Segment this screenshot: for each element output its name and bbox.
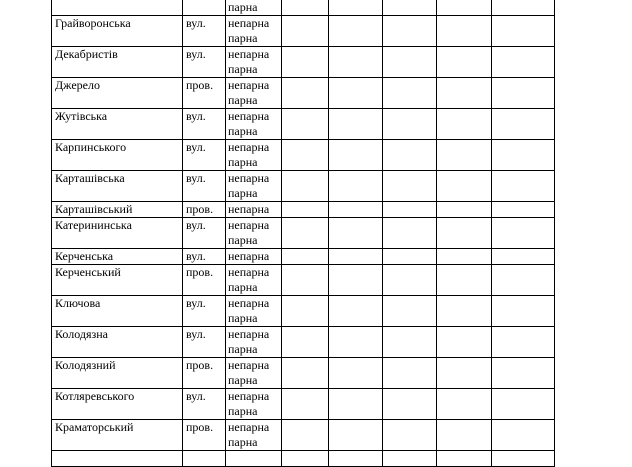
parity-label: парна xyxy=(228,435,258,449)
street-type-cell: пров. xyxy=(183,265,226,296)
empty-cell-2 xyxy=(329,218,383,249)
street-type-cell: вул. xyxy=(183,109,226,140)
street-type-cell: пров. xyxy=(183,202,226,218)
empty-cell-2 xyxy=(329,171,383,202)
empty-cell-2 xyxy=(329,78,383,109)
parity-label: непарна xyxy=(228,420,270,434)
parity-cell xyxy=(226,140,282,171)
empty-cell-2 xyxy=(329,47,383,78)
parity-cell xyxy=(226,327,282,358)
empty-cell-4 xyxy=(437,47,492,78)
empty-cell-1 xyxy=(282,420,329,451)
parity-label: непарна xyxy=(228,202,270,216)
street-name-cell: Декабристів xyxy=(52,47,183,78)
parity-label: непарна xyxy=(228,389,270,403)
empty-cell-2 xyxy=(329,420,383,451)
street-name-cell: Керченський xyxy=(52,265,183,296)
table-row xyxy=(52,249,555,265)
empty-cell-5 xyxy=(492,218,555,249)
empty-cell-1 xyxy=(282,78,329,109)
empty-cell-5 xyxy=(492,358,555,389)
parity-label: непарна xyxy=(228,47,270,61)
empty-cell-3 xyxy=(383,327,437,358)
empty-cell-2 xyxy=(329,327,383,358)
empty-cell-4 xyxy=(437,171,492,202)
parity-label: непарна xyxy=(228,327,270,341)
table-row xyxy=(52,171,555,202)
parity-cell xyxy=(226,16,282,47)
empty-cell-3 xyxy=(383,420,437,451)
street-type-cell: вул. xyxy=(183,327,226,358)
empty-cell-5 xyxy=(492,389,555,420)
empty-cell-1 xyxy=(282,109,329,140)
street-type-cell: вул. xyxy=(183,171,226,202)
table-row xyxy=(52,327,555,358)
empty-cell-3 xyxy=(383,358,437,389)
empty-cell-4 xyxy=(437,420,492,451)
empty-cell-2 xyxy=(329,202,383,218)
empty-cell-2 xyxy=(329,389,383,420)
parity-cell xyxy=(226,78,282,109)
empty-cell-1 xyxy=(282,358,329,389)
street-type-cell: вул. xyxy=(183,218,226,249)
empty-cell-4 xyxy=(437,109,492,140)
table-row xyxy=(52,78,555,109)
street-name-cell: Керченська xyxy=(52,249,183,265)
empty-cell-3 xyxy=(383,16,437,47)
street-type-cell xyxy=(183,0,226,16)
empty-cell-5 xyxy=(492,140,555,171)
empty-cell-3 xyxy=(383,78,437,109)
street-name-cell xyxy=(52,0,183,16)
empty-cell-1 xyxy=(282,265,329,296)
street-type-cell: пров. xyxy=(183,420,226,451)
parity-label: непарна xyxy=(228,358,270,372)
empty-cell-3 xyxy=(383,296,437,327)
street-type-cell: вул. xyxy=(183,296,226,327)
table-row xyxy=(52,265,555,296)
parity-cell xyxy=(226,296,282,327)
empty-cell-2 xyxy=(329,358,383,389)
table-row xyxy=(52,109,555,140)
table-row xyxy=(52,47,555,78)
street-type-cell: вул. xyxy=(183,389,226,420)
street-type-cell: вул. xyxy=(183,140,226,171)
parity-label: непарна xyxy=(228,296,270,310)
parity-cell xyxy=(226,47,282,78)
empty-cell-3 xyxy=(383,249,437,265)
empty-cell-4 xyxy=(437,358,492,389)
empty-cell-2 xyxy=(329,16,383,47)
empty-cell-3 xyxy=(383,109,437,140)
street-name-cell: Карпинського xyxy=(52,140,183,171)
table-row xyxy=(52,218,555,249)
empty-cell-2 xyxy=(329,109,383,140)
parity-label: непарна xyxy=(228,171,270,185)
empty-cell-4 xyxy=(437,249,492,265)
parity-label: парна xyxy=(228,311,258,325)
empty-cell-4 xyxy=(437,202,492,218)
empty-cell-4 xyxy=(437,296,492,327)
street-name-cell: Колодязний xyxy=(52,358,183,389)
parity-cell xyxy=(226,420,282,451)
parity-label: парна xyxy=(228,93,258,107)
empty-cell-5 xyxy=(492,0,555,16)
parity-label: непарна xyxy=(228,78,270,92)
empty-cell-3 xyxy=(383,171,437,202)
empty-cell-5 xyxy=(492,109,555,140)
table-row xyxy=(52,296,555,327)
street-name-cell: Джерело xyxy=(52,78,183,109)
table-row xyxy=(52,202,555,218)
street-type-cell: вул. xyxy=(183,47,226,78)
empty-cell-3 xyxy=(383,47,437,78)
empty-cell-2 xyxy=(329,0,383,16)
table-row xyxy=(52,140,555,171)
empty-cell-4 xyxy=(437,16,492,47)
empty-cell-3 xyxy=(383,140,437,171)
table-row xyxy=(52,0,555,16)
parity-cell xyxy=(226,171,282,202)
street-type-cell: вул. xyxy=(183,16,226,47)
street-name-cell: Ключова xyxy=(52,296,183,327)
parity-label: парна xyxy=(228,31,258,45)
empty-cell-1 xyxy=(282,171,329,202)
parity-label: непарна xyxy=(228,109,270,123)
empty-cell-1 xyxy=(282,296,329,327)
empty-cell-5 xyxy=(492,265,555,296)
parity-label: непарна xyxy=(228,249,270,263)
parity-label: непарна xyxy=(228,140,270,154)
parity-label: парна xyxy=(228,155,258,169)
empty-cell-3 xyxy=(383,389,437,420)
empty-cell-5 xyxy=(492,171,555,202)
street-name-cell: Карташівський xyxy=(52,202,183,218)
empty-cell-1 xyxy=(282,47,329,78)
parity-cell xyxy=(226,265,282,296)
table-row xyxy=(52,389,555,420)
parity-cell xyxy=(226,109,282,140)
parity-label: парна xyxy=(228,404,258,418)
parity-label: парна xyxy=(228,124,258,138)
parity-label: парна xyxy=(228,62,258,76)
streets-table xyxy=(51,0,555,467)
street-type-cell: вул. xyxy=(183,249,226,265)
street-name-cell: Карташівська xyxy=(52,171,183,202)
street-type-cell: пров. xyxy=(183,358,226,389)
parity-cell xyxy=(226,358,282,389)
table-row xyxy=(52,420,555,451)
parity-cell xyxy=(226,249,282,265)
empty-cell-3 xyxy=(383,265,437,296)
empty-cell-4 xyxy=(437,78,492,109)
street-name-cell: Жутівська xyxy=(52,109,183,140)
empty-cell-5 xyxy=(492,16,555,47)
empty-cell-4 xyxy=(437,389,492,420)
empty-cell-1 xyxy=(282,389,329,420)
empty-cell-1 xyxy=(282,218,329,249)
parity-label xyxy=(228,451,278,466)
parity-label: парна xyxy=(228,280,258,294)
parity-label: непарна xyxy=(228,218,270,232)
empty-cell-4 xyxy=(437,327,492,358)
streets-table-body xyxy=(52,0,555,467)
parity-label: парна xyxy=(228,342,258,356)
table-row xyxy=(52,16,555,47)
empty-cell-5 xyxy=(492,78,555,109)
parity-label: непарна xyxy=(228,16,270,30)
empty-cell-1 xyxy=(282,327,329,358)
empty-cell-1 xyxy=(282,202,329,218)
empty-cell-5 xyxy=(492,202,555,218)
empty-cell-5 xyxy=(492,296,555,327)
empty-cell-1 xyxy=(282,0,329,16)
street-name-cell: Краматорський xyxy=(52,420,183,451)
parity-cell xyxy=(226,202,282,218)
parity-cell xyxy=(226,0,282,16)
empty-cell-5 xyxy=(492,47,555,78)
empty-cell-1 xyxy=(282,249,329,265)
empty-cell-2 xyxy=(329,296,383,327)
table-row xyxy=(52,358,555,389)
parity-cell xyxy=(226,389,282,420)
empty-cell-4 xyxy=(437,218,492,249)
parity-label: парна xyxy=(228,373,258,387)
street-name-cell: Катерининська xyxy=(52,218,183,249)
empty-cell-2 xyxy=(329,265,383,296)
parity-label: непарна xyxy=(228,265,270,279)
street-type-cell: пров. xyxy=(183,78,226,109)
empty-cell-3 xyxy=(383,202,437,218)
parity-label: парна xyxy=(228,186,258,200)
empty-cell-4 xyxy=(437,140,492,171)
street-name-cell: Котляревського xyxy=(52,389,183,420)
parity-label: парна xyxy=(228,233,258,247)
empty-cell-2 xyxy=(329,249,383,265)
empty-cell-4 xyxy=(437,265,492,296)
empty-cell-5 xyxy=(492,327,555,358)
empty-cell-2 xyxy=(329,140,383,171)
street-name-cell: Колодязна xyxy=(52,327,183,358)
empty-cell-4 xyxy=(437,0,492,16)
empty-cell-1 xyxy=(282,16,329,47)
empty-cell-1 xyxy=(282,140,329,171)
empty-cell-3 xyxy=(383,0,437,16)
empty-cell-3 xyxy=(383,218,437,249)
empty-cell-5 xyxy=(492,420,555,451)
street-name-cell: Грайворонська xyxy=(52,16,183,47)
parity-cell xyxy=(226,218,282,249)
parity-label: парна xyxy=(228,0,258,14)
empty-cell-5 xyxy=(492,249,555,265)
